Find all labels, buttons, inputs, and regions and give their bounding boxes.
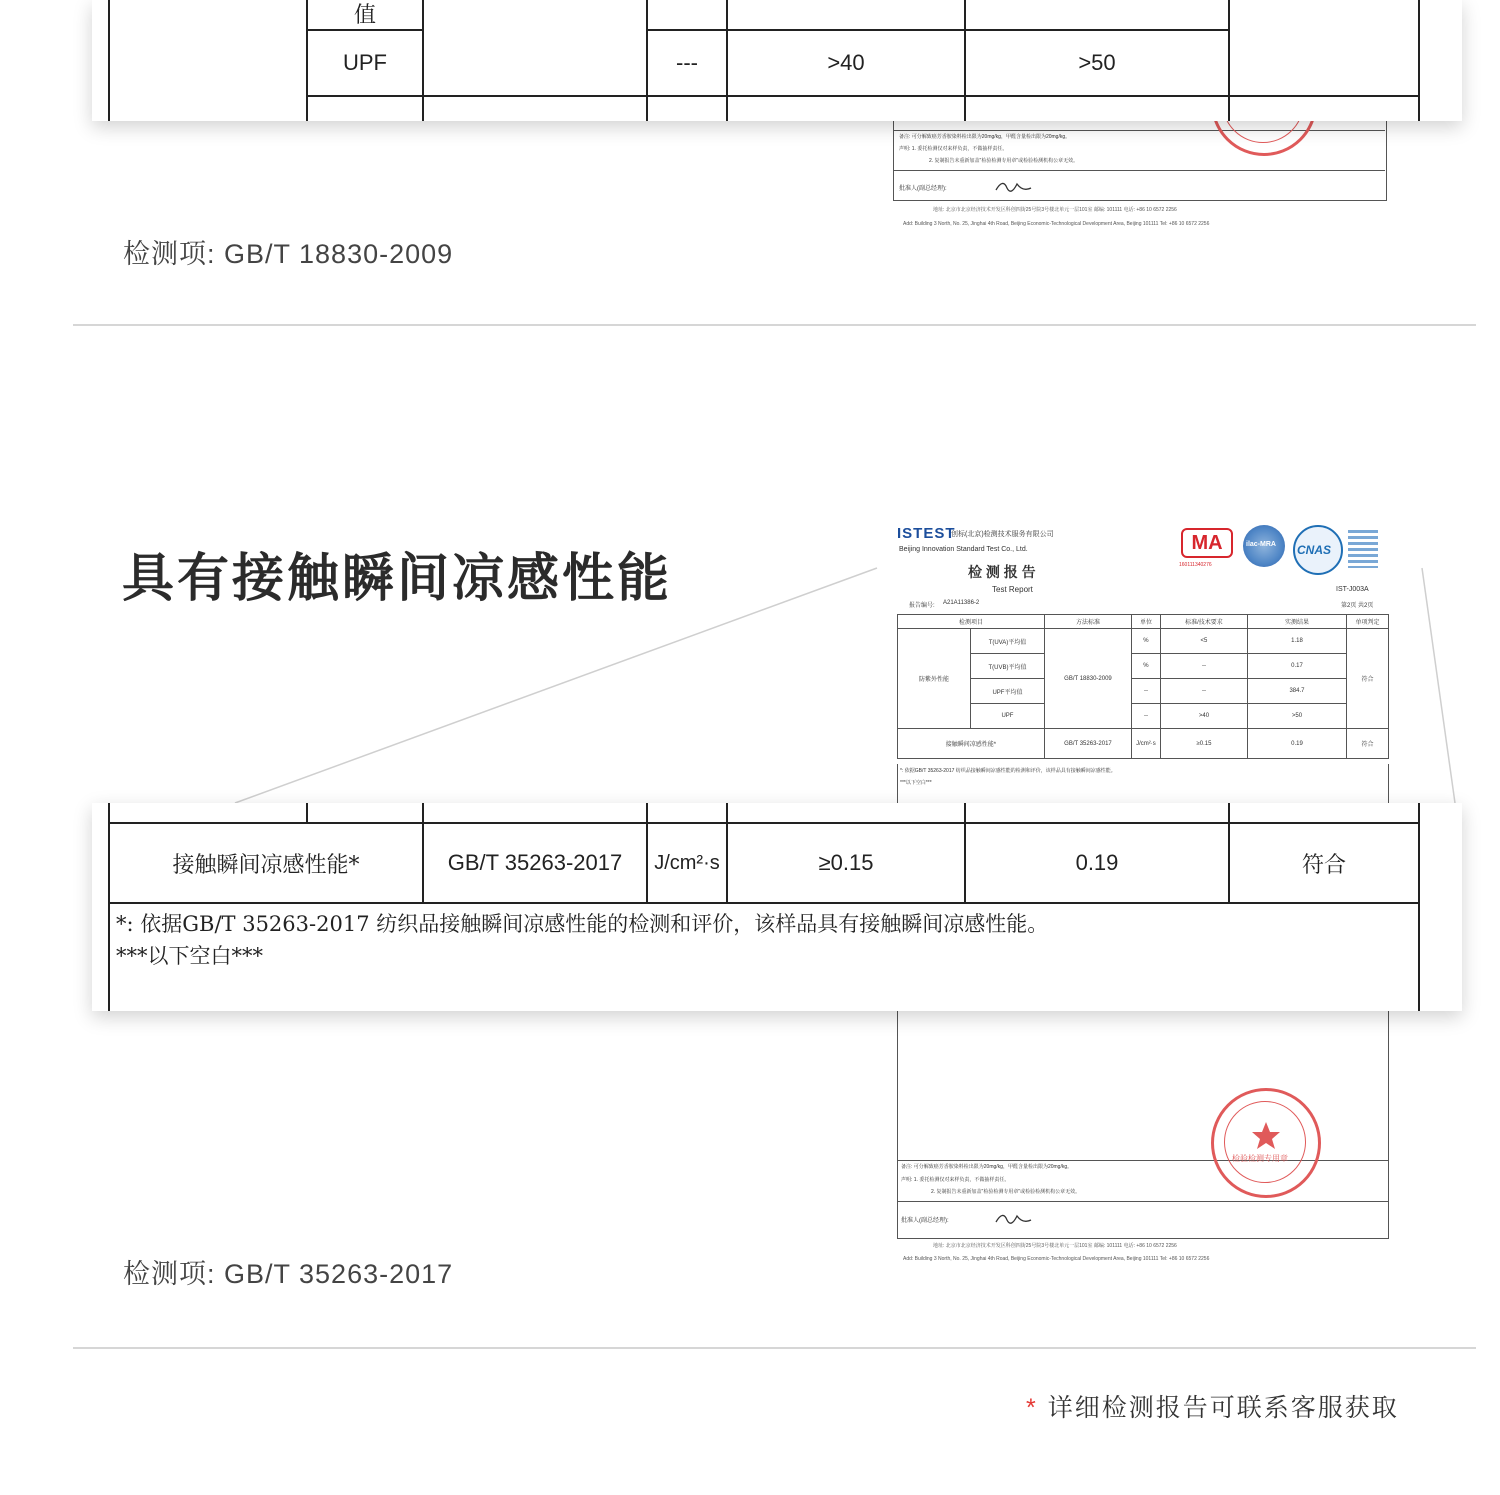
report-title-en: Test Report [992, 585, 1033, 594]
report-small-table [897, 614, 1389, 759]
footer-text: 详细检测报告可联系客服获取 [1047, 1394, 1399, 1422]
note-cell [109, 903, 1419, 1011]
report-blank-small: ***以下空白*** [900, 780, 932, 786]
stamp-text: 检验检测专用章 [1232, 1154, 1288, 1163]
section-divider-2 [73, 1347, 1476, 1349]
report-address-cn: 地址: 北京市北京经济技术开发区科创四街25号院3号楼北单元一层101室 邮编: 101111 电话: +86 10 6572 2256 [933, 1243, 1177, 1249]
blank-cell [423, 803, 647, 823]
cooling-zoom-table [108, 803, 1420, 1011]
blank-cell [727, 803, 965, 823]
report-statement: 声明: 1. 委托检测仅对来样负责，不做抽样责任。 [901, 1177, 1010, 1183]
report-no: A21A11386-2 [943, 600, 980, 606]
report-address-en: Add: Building 3 North, No. 25, Jinghai 4th Road, Beijing Economic-Technological Development Area, Beijing 101111 Tel: +86 10 6572 2256 [903, 1256, 1210, 1262]
report-doc-code: IST-J003A [1336, 586, 1369, 593]
cma-number: 160111340276 [1179, 562, 1212, 568]
report-remark: 备注: 可分解致癌芳香胺染料检出限为20mg/kg，甲醛含量检出限为20mg/kg。 [899, 134, 1071, 140]
report-approver-line [897, 1201, 1388, 1202]
signature-icon [993, 1208, 1033, 1230]
report-approver: 批准人(副总经理): [899, 186, 947, 192]
th-item: 检测项目 [898, 615, 1045, 629]
th-method: 方法标准 [1044, 615, 1131, 629]
blank-cell [109, 803, 307, 823]
cma-logo-text: MA [1191, 532, 1223, 554]
test-item-caption-2: 检测项: GB/T 35263-2017 [123, 1259, 454, 1289]
th-result: 实测结果 [1247, 615, 1346, 629]
upf-req-cell: >40 [727, 30, 965, 96]
report-statement: 声明: 1. 委托检测仅对来样负责，不做抽样责任。 [899, 146, 1008, 152]
cool-verdict-cell: 符合 [1229, 823, 1419, 903]
istest-logo: ISTEST [897, 525, 956, 542]
ilac-logo-text: ilac-MRA [1246, 541, 1276, 548]
section-headline: 具有接触瞬间凉感性能 [122, 550, 673, 608]
official-stamp-icon [1211, 1088, 1321, 1198]
blank-cell [965, 803, 1229, 823]
row-item: T(UVB)平均值 [971, 654, 1045, 679]
row-req: <5 [1160, 629, 1247, 654]
report-statement-2: 2. 复制报告未重新加盖"检验检测专用章"或检验检测机构公章无效。 [929, 158, 1079, 164]
blank-cell [1229, 803, 1419, 823]
cnas-logo-icon [1293, 525, 1343, 575]
report-address-cn: 地址: 北京市北京经济技术开发区科创四街25号院3号楼北单元一层101室 邮编: 101111 电话: +86 10 6572 2256 [933, 207, 1177, 213]
blank-marker: ***以下空白*** [116, 944, 263, 968]
row-result: 384.7 [1247, 679, 1346, 704]
cool-unit: J/cm²·s [1131, 729, 1160, 759]
row-unit: % [1131, 629, 1160, 654]
report-title-cn: 检 测 报 告 [968, 564, 1036, 580]
blank-cell [647, 803, 727, 823]
upf-result-cell: >50 [965, 30, 1229, 96]
report-company-en: Beijing Innovation Standard Test Co., Ltd. [899, 546, 1028, 553]
row-req: -- [1160, 654, 1247, 679]
cool-method-cell: GB/T 35263-2017 [423, 823, 647, 903]
row-result: 0.17 [1247, 654, 1346, 679]
row-unit: -- [1131, 679, 1160, 704]
row-result: >50 [1247, 704, 1346, 729]
zoom-card-cooling [92, 803, 1462, 1011]
row-item: T(UVA)平均值 [971, 629, 1045, 654]
upf-method-cell: GB/T 18830-2009 [1044, 629, 1131, 729]
val-label-cell: 值 [307, 0, 423, 30]
blank-cell [307, 803, 423, 823]
row-req: >40 [1160, 704, 1247, 729]
test-item-caption-1: 检测项: GB/T 18830-2009 [123, 239, 454, 269]
upf-unit-cell: --- [647, 30, 727, 96]
report-page: 第2页 共2页 [1341, 603, 1374, 609]
cool-item: 接触瞬间凉感性能* [898, 729, 1045, 759]
report-remark: 备注: 可分解致癌芳香胺染料检出限为20mg/kg，甲醛含量检出限为20mg/kg。 [901, 1164, 1073, 1170]
footer-note [1026, 1388, 1399, 1424]
cnas-logo-text: CNAS [1297, 543, 1332, 557]
cool-item-cell: 接触瞬间凉感性能* [109, 823, 423, 903]
th-unit: 单位 [1131, 615, 1160, 629]
row-item: UPF平均值 [971, 679, 1045, 704]
report-address-en: Add: Building 3 North, No. 25, Jinghai 4th Road, Beijing Economic-Technological Development Area, Beijing 101111 Tel: +86 10 6572 2256 [903, 221, 1210, 227]
cool-verdict: 符合 [1346, 729, 1388, 759]
row-item: UPF [971, 704, 1045, 729]
cooling-note: *: 依据GB/T 35263-2017 纺织品接触瞬间凉感性能的检测和评价，该样品具有接触瞬间凉感性能。 [116, 912, 1049, 936]
ilac-logo-icon [1243, 525, 1285, 567]
row-unit: -- [1131, 704, 1160, 729]
upf-label-cell: UPF [307, 30, 423, 96]
cma-logo-icon [1181, 528, 1233, 558]
th-req: 标准/技术要求 [1160, 615, 1247, 629]
th-verdict: 单项判定 [1346, 615, 1388, 629]
report-company-cn: 创标(北京)检测技术服务有限公司 [951, 531, 1054, 538]
cool-req-cell: ≥0.15 [727, 823, 965, 903]
report-note-small: *: 依据GB/T 35263-2017 纺织品接触瞬间凉感性能的检测和评价，该样品具有接触瞬间凉感性能。 [900, 768, 1116, 774]
report-approver: 批准人(副总经理): [901, 1218, 949, 1224]
row-unit: % [1131, 654, 1160, 679]
cool-req: ≥0.15 [1160, 729, 1247, 759]
row-result: 1.18 [1247, 629, 1346, 654]
row-req: -- [1160, 679, 1247, 704]
report-no-label: 报告编号: [909, 603, 935, 609]
cool-method: GB/T 35263-2017 [1044, 729, 1131, 759]
cool-result: 0.19 [1247, 729, 1346, 759]
report-statement-2: 2. 复制报告未重新加盖"检验检测专用章"或检验检测机构公章无效。 [931, 1189, 1081, 1195]
asterisk-mark: * [1026, 1394, 1038, 1422]
cool-unit-cell: J/cm²·s [647, 823, 727, 903]
upf-group-cell: 防紫外性能 [898, 629, 971, 729]
cool-result-cell: 0.19 [965, 823, 1229, 903]
cnas-mark-icon [1348, 530, 1378, 568]
upf-verdict-cell: 符合 [1346, 629, 1388, 729]
